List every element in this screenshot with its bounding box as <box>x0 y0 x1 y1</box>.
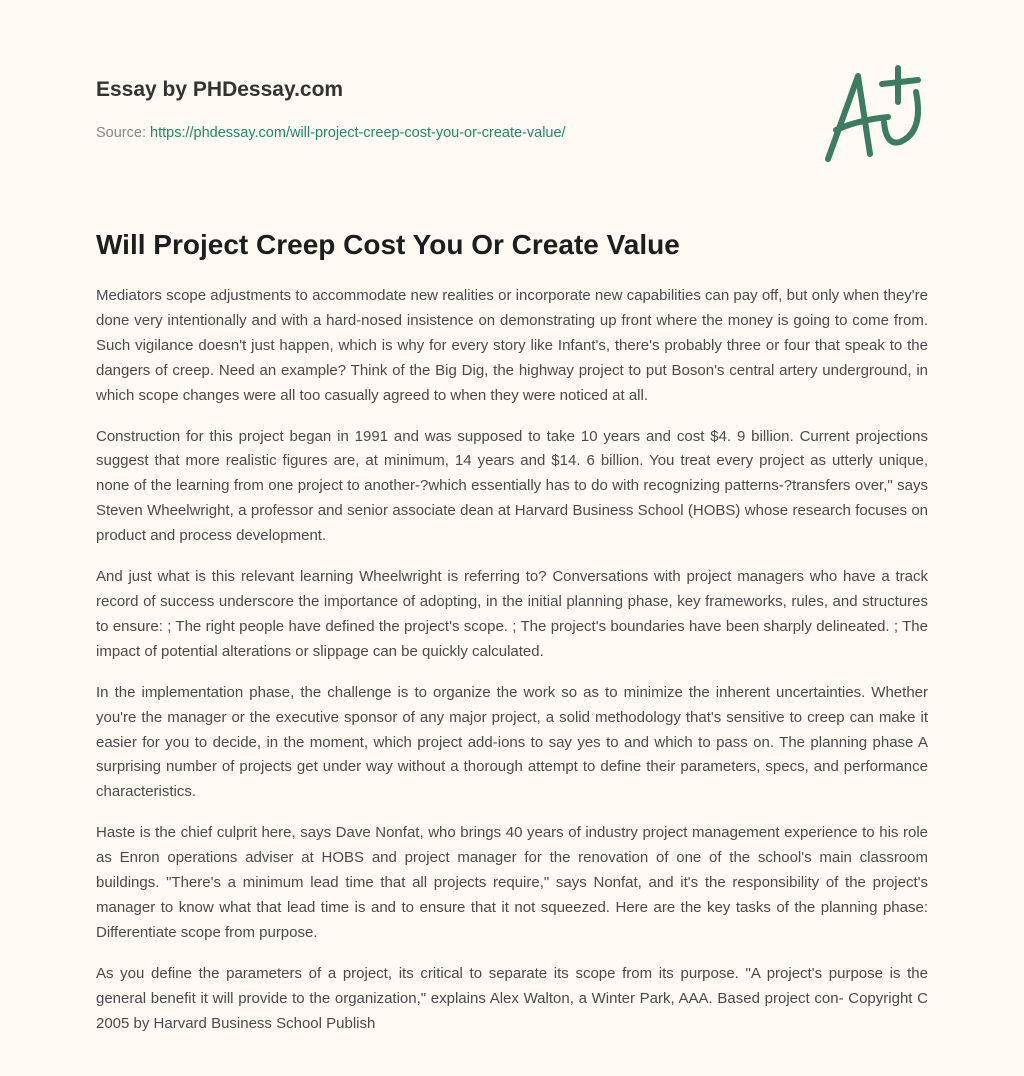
paragraph: Haste is the chief culprit here, says Dave Nonfat, who brings 40 years of industry project management experience to his role as Enron operations adviser at HOBS and project manager for the renovation of one of the school's main classroom buildings. "There's a minimum lead time that all projects require," says Nonfat, and it's the responsibility of the project's manager to know what that lead time is and to ensure that it not squeezed. Here are the key tasks of the planning phase: Differentiate scope from purpose. <box>96 824 928 941</box>
paragraph: And just what is this relevant learning Wheelwright is referring to? Conversations with project managers who have a track record of success underscore the importance of adopting, in the initial planning phase, key frameworks, rules, and structures to ensure: ; The right people have defined the project's scope. ; The project's boundaries have been sharply delineated. ; The impact of potential alterations or slippage can be quickly calculated. <box>96 568 928 660</box>
source-label: Source: <box>96 125 146 141</box>
paragraph: As you define the parameters of a project, its critical to separate its scope from its purpose. "A project's purpose is the general benefit it will provide to the organization," explains Alex Walton, a Winter Park, AAA. Based project con- Copyright C 2005 by Harvard Business School Publish <box>96 964 928 1032</box>
a-plus-logo-icon <box>818 62 933 167</box>
source-line <box>96 123 566 143</box>
paragraph: In the implementation phase, the challenge is to organize the work so as to minimize the inherent uncertainties. Whether you're the manager or the executive sponsor of any major project, a solid methodology that's sensitive to creep can make it easier for you to decide, in the moment, which project add-ions to say yes to and which to pass on. The planning phase A surprising number of projects get under way without a thorough attempt to define their parameters, specs, and performance characteristics. <box>96 683 928 801</box>
paragraph: Construction for this project began in 1991 and was supposed to take 10 years and cost $4. 9 billion. Current projections suggest that more realistic figures are, at minimum, 14 years and $14. 6 billion. You treat every project as utterly unique, none of the learning from one project to another-?which essentially has to do with recognizing patterns-?transfers over," says Steven Wheelwright, a professor and senior associate dean at Harvard Business School (HOBS) whose research focuses on product and process development. <box>96 427 928 545</box>
article-title: Will Project Creep Cost You Or Create Value <box>96 229 680 260</box>
site-title: Essay by PHDessay.com <box>96 78 344 101</box>
paragraph: Mediators scope adjustments to accommodate new realities or incorporate new capabilities can pay off, but only when they're done very intentionally and with a hard-nosed insistence on demonstrating up front where the money is going to come from. Such vigilance doesn't just happen, which is why for every story like Infant's, there's probably three or four that speak to the dangers of creep. Need an example? Think of the Big Dig, the highway project to put Boson's central artery underground, in which scope changes were all too casually agreed to when they were noticed at all. <box>96 287 928 404</box>
source-link[interactable]: https://phdessay.com/will-project-creep-cost-you-or-create-value/ <box>150 125 566 141</box>
article-body <box>96 284 928 1052</box>
